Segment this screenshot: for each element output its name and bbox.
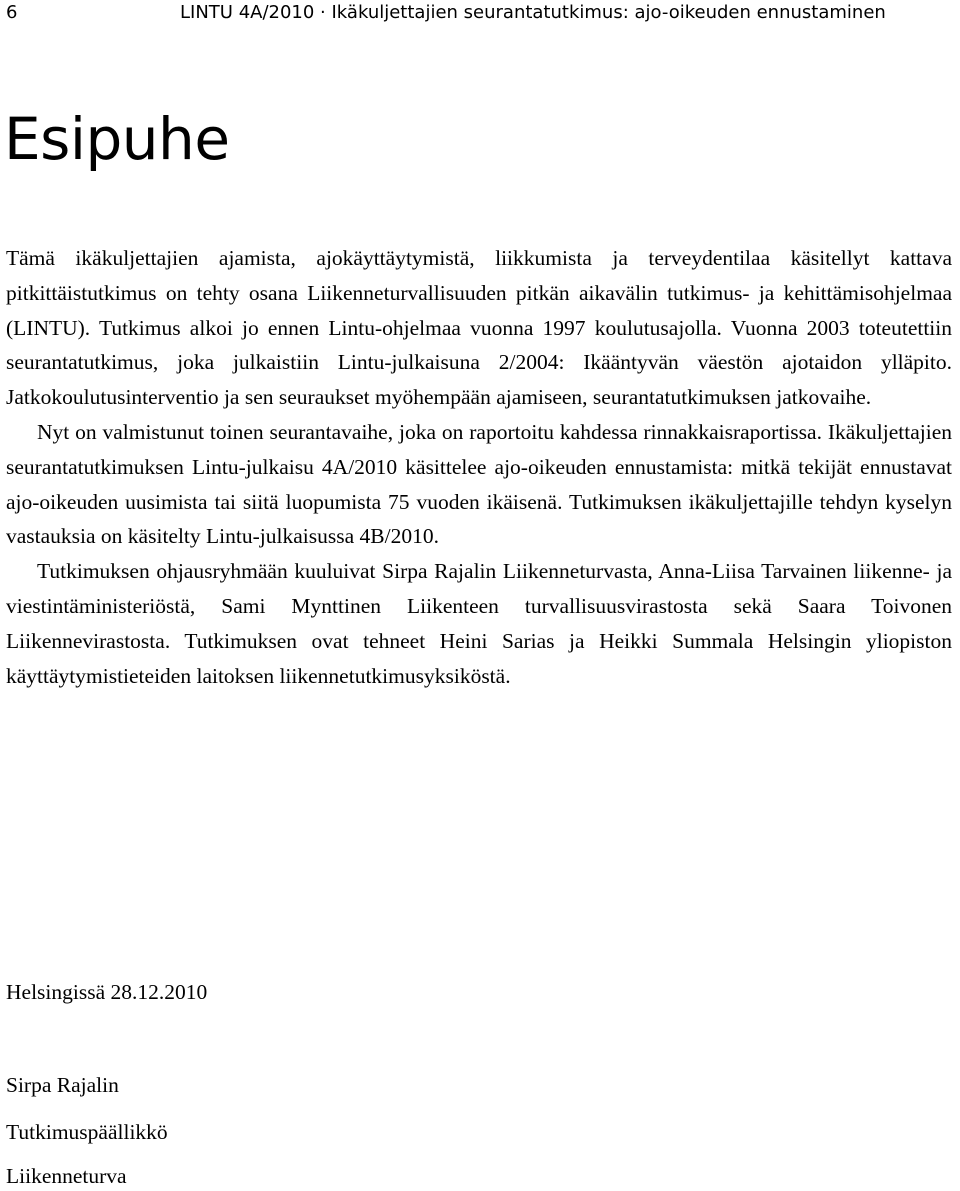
running-title: LINTU 4A/2010 · Ikäkuljettajien seurantatutkimus: ajo-oikeuden ennustaminen (180, 2, 886, 23)
page-title: Esipuhe (4, 105, 230, 173)
preface-body (6, 241, 952, 693)
page-header (6, 0, 954, 26)
paragraph-1: Tämä ikäkuljettajien ajamista, ajokäyttäytymistä, liikkumista ja terveydentilaa käsitellyt kattava pitkittäistutkimus on tehty osana Liikenneturvallisuuden pitkän aikavälin tutkimus- ja kehittämisohjelmaa (LINTU). Tutkimus alkoi jo ennen Lintu-ohjelmaa vuonna 1997 koulutusajolla. Vuonna 2003 toteutettiin seurantatutkimus, joka julkaistiin Lintu-julkaisuna 2/2004: Ikääntyvän väestön ajotaidon ylläpito. Jatkokoulutusinterventio ja sen seuraukset myöhempään ajamiseen, seurantatutkimuksen jatkovaihe. (6, 246, 952, 410)
signer-organization: Liikenneturva (6, 1164, 127, 1188)
signer-name: Sirpa Rajalin (6, 1073, 119, 1097)
paragraph-2: Nyt on valmistunut toinen seurantavaihe, joka on raportoitu kahdessa rinnakkaisraportissa. Ikäkuljettajien seurantatutkimuksen Lintu-julkaisu 4A/2010 käsittelee ajo-oikeuden ennustamista: mitkä tekijät ennustavat ajo-oikeuden uusimista tai siitä luopumista 75 vuoden ikäisenä. Tutkimuksen ikäkuljettajille tehdyn kyselyn vastauksia on käsitelty Lintu-julkaisussa 4B/2010. (6, 419, 952, 549)
page-number: 6 (6, 2, 18, 23)
place-date: Helsingissä 28.12.2010 (6, 980, 208, 1004)
paragraph-3: Tutkimuksen ohjausryhmään kuuluivat Sirpa Rajalin Liikenneturvasta, Anna-Liisa Tarvainen liikenne- ja viestintäministeriöstä, Sami Mynttinen Liikenteen turvallisuusvirastosta sekä Saara Toivonen Liikennevirastosta. Tutkimuksen ovat tehneet Heini Sarias ja Heikki Summala Helsingin yliopiston käyttäytymistieteiden laitoksen liikennetutkimusyksiköstä. (6, 559, 952, 688)
signer-position: Tutkimuspäällikkö (6, 1120, 168, 1144)
